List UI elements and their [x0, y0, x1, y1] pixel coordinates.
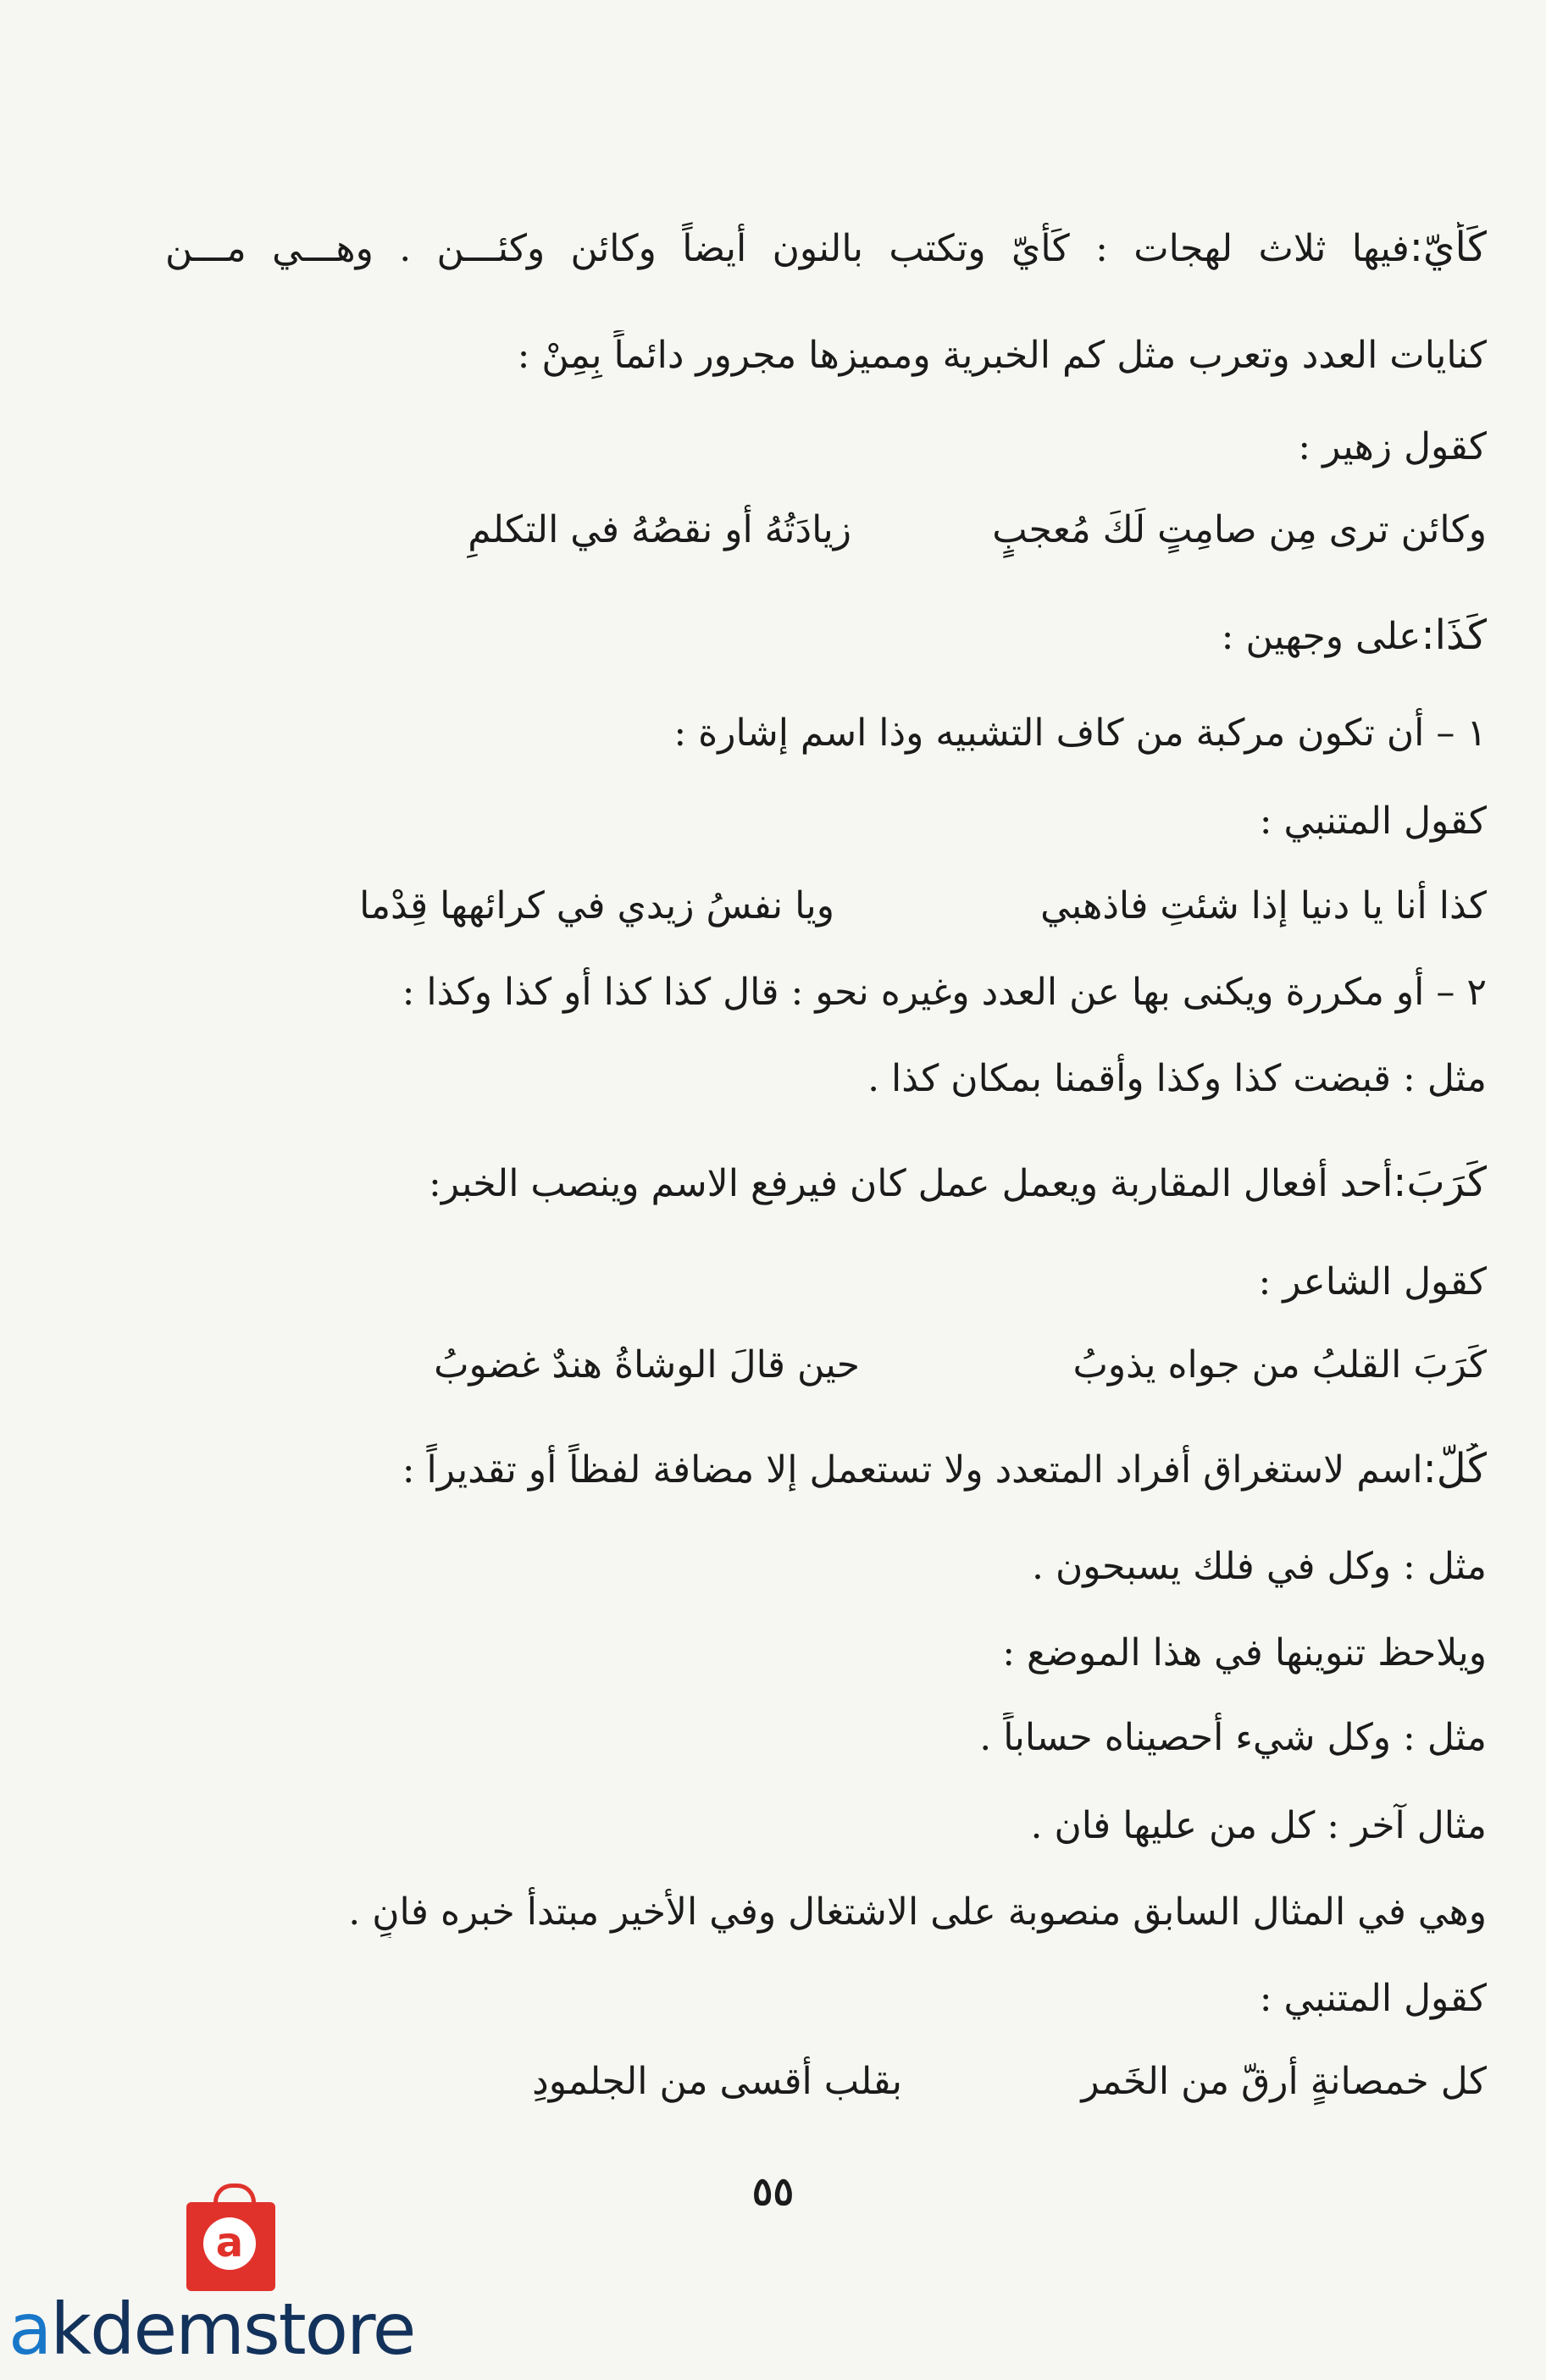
text-line: كقول المتنبي : [1259, 800, 1487, 843]
verse-line [0, 505, 1546, 556]
text-line [169, 1443, 1487, 1496]
verse-second-half: زيادَتُهُ أو نقصُهُ في التكلمِ [468, 508, 851, 551]
verse-first-half: وكائن ترى مِن صامِتٍ لَكَ مُعجبٍ [992, 508, 1487, 551]
verse-line [0, 1340, 1546, 1391]
verse-first-half: كذا أنا يا دنيا إذا شئتِ فاذهبي [1040, 884, 1487, 927]
verse-second-half: بقلب أقسى من الجلمودِ [532, 2060, 902, 2103]
logo-wordmark [8, 2287, 414, 2372]
text-line: مثل : قبضت كذا وكذا وأقمنا بمكان كذا . [867, 1057, 1487, 1100]
entry-text: على وجهين : [1221, 615, 1421, 658]
text-line [169, 610, 1487, 662]
text-line: ويلاحظ تنوينها في هذا الموضع : [1002, 1631, 1487, 1674]
text-line: كقول الشاعر : [1258, 1260, 1487, 1303]
text-line: كقول زهير : [1298, 425, 1487, 468]
verse-second-half: حين قالَ الوشاةُ هندٌ غضوبُ [434, 1343, 860, 1386]
entry-heading: كُلّ: [1422, 1445, 1487, 1492]
verse-first-half: كَرَبَ القلبُ من جواه يذوبُ [1072, 1343, 1487, 1386]
text-line: ٢ – أو مكررة ويكنى بها عن العدد وغيره نحو : قال كذا كذا أو كذا وكذا : [402, 971, 1487, 1014]
text-line: مثل : وكل في فلك يسبحون . [1031, 1545, 1487, 1588]
verse-line [0, 2056, 1546, 2107]
verse-second-half: ويا نفسُ زيدي في كرائهها قِدْما [359, 884, 834, 927]
store-logo [8, 2202, 483, 2372]
entry-heading: كَرَبَ: [1393, 1159, 1487, 1206]
logo-wordmark-initial: a [8, 2288, 51, 2371]
text-line [169, 1157, 1487, 1209]
text-line: مثل : وكل شيء أحصيناه حساباً . [979, 1716, 1487, 1759]
verse-line [0, 881, 1546, 932]
text-line: مثال آخر : كل من عليها فان . [1030, 1804, 1487, 1847]
verse-first-half: كل خمصانةٍ أرقّ من الخَمر [1081, 2060, 1487, 2103]
logo-mark-letter: a [203, 2217, 256, 2270]
text-line [165, 222, 1487, 274]
text-line: كقول المتنبي : [1259, 1977, 1487, 2020]
entry-heading: كَذَا: [1421, 612, 1487, 659]
text-line: وهي في المثال السابق منصوبة على الاشتغال وفي الأخير مبتدأ خبره فانٍ . [348, 1890, 1487, 1934]
entry-text: اسم لاستغراق أفراد المتعدد ولا تستعمل إلا مضافة لفظاً أو تقديراً : [402, 1448, 1423, 1492]
text-line: ١ – أن تكون مركبة من كاف التشبيه وذا اسم إشارة : [673, 711, 1487, 755]
entry-heading: كَأيّ: [1409, 224, 1487, 271]
entry-text: فيها ثلاث لهجات : كَأيّ وتكتب بالنون أيضاً وكائن وكئـــن . وهـــي مـــن [165, 227, 1410, 270]
entry-text: أحد أفعال المقاربة ويعمل عمل كان فيرفع الاسم وينصب الخبر: [429, 1162, 1394, 1205]
page-number: ٥٥ [751, 2168, 795, 2214]
text-line: كنايات العدد وتعرب مثل كم الخبرية ومميزها مجرور دائماً بِمِنْ : [517, 334, 1487, 377]
logo-wordmark-rest: kdemstore [50, 2288, 415, 2371]
